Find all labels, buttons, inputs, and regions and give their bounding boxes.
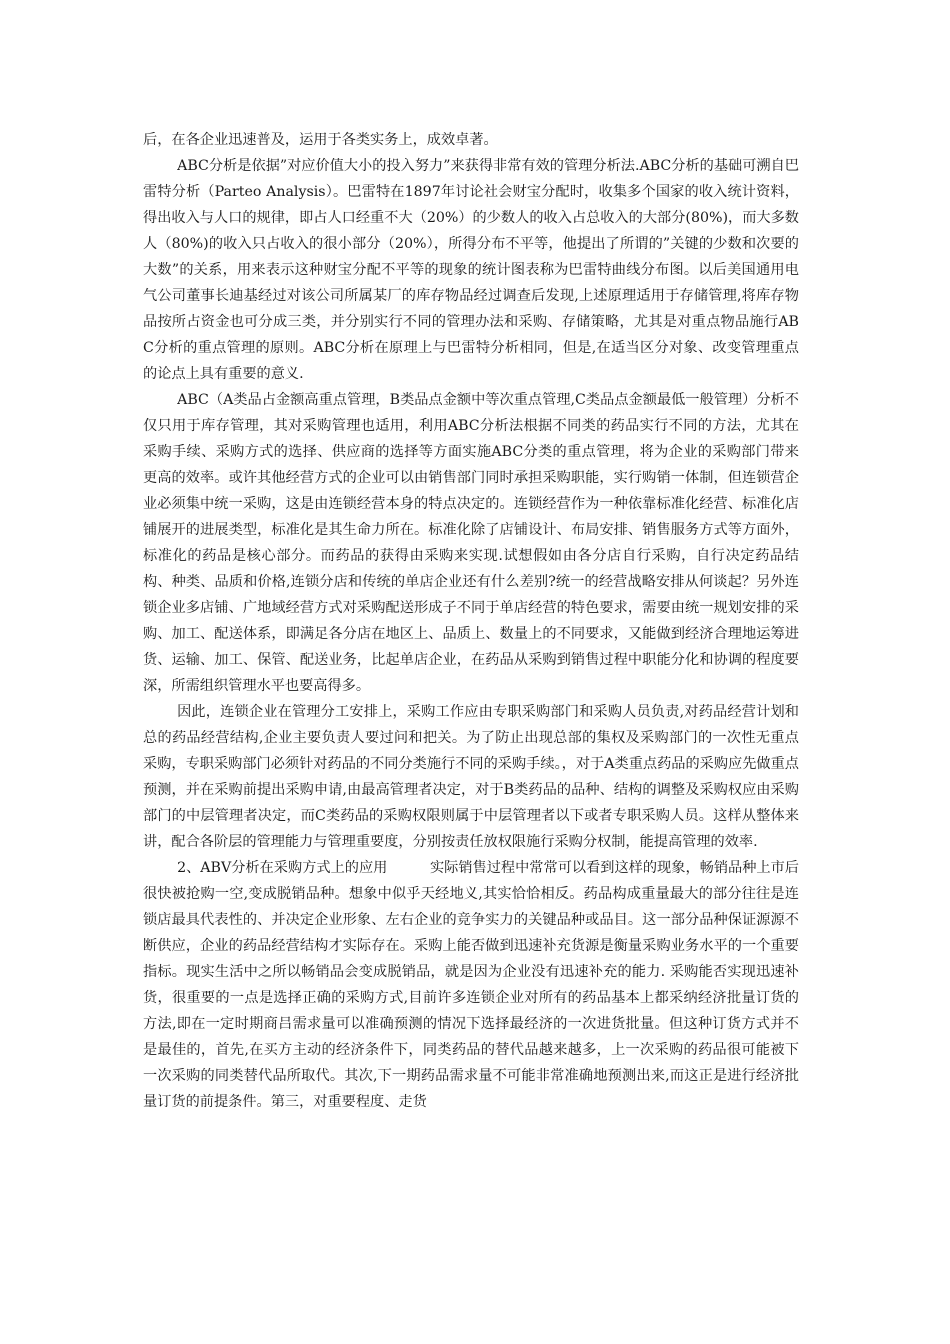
paragraph-1: 后，在各企业迅速普及，运用于各类实务上，成效卓著。 — [143, 132, 498, 148]
paragraph-3: ABC（A类品占金额高重点管理，B类品点金额中等次重点管理,C类品点金额最低一般管理）分析不仅只用于库存管理，其对采购管理也适用，利用ABC分析法根据不同类的药品实行不同的方法，尤其在采购手续、采购方式的选择、供应商的选择等方面实施ABC分类的重点管理，将为企业的采购部门带来更高的效率。或许其他经营方式的企业可以由销售部门同时承担采购职能，实行购销一体制，但连锁营企业必须集中统一采购，这是由连锁经营本身的特点决定的。连锁经营作为一种依靠标准化经营、标准化店铺展开的进展类型，标准化是其生命力所在。标准化除了店铺设计、布局安排、销售服务方式等方面外，标准化的药品是核心部分。而药品的获得由采购来实现.试想假如由各分店自行采购，自行决定药品结构、种类、品质和价格,连锁分店和传统的单店企业还有什么差别?统一的经营战略安排从何谈起？另外连锁企业多店铺、广地域经营方式对采购配送形成子不同于单店经营的特色要求，需要由统一规划安排的采购、加工、配送体系，即满足各分店在地区上、品质上、数量上的不同要求，又能做到经济合理地运筹进货、运输、加工、保管、配送业务，比起单店企业，在药品从采购到销售过程中职能分化和协调的程度要深，所需组织管理水平也要高得多。 — [143, 392, 799, 694]
document-body — [143, 127, 799, 1115]
paragraph-2: ABC分析是依据”对应价值大小的投入努力”来获得非常有效的管理分析法.ABC分析的基础可溯自巴雷特分析（Parteo Analysis）。巴雷特在1897年讨论社会财宝分配时，收集多个国家的收入统计资料，得出收入与人口的规律，即占人口经重不大（20%）的少数人的收入占总收入的大部分(80%)，而大多数人（80%)的收入只占收入的很小部分（20%），所得分布不平等，他提出了所谓的”关键的少数和次要的大数”的关系，用来表示这种财宝分配不平等的现象的统计图表称为巴雷特曲线分布图。以后美国通用电气公司董事长迪基经过对该公司所属某厂的库存物品经过调查后发现,上述原理适用于存储管理,将库存物品按所占资金也可分成三类，并分别实行不同的管理办法和采购、存储策略，尤其是对重点物品施行ABC分析的重点管理的原则。ABC分析在原理上与巴雷特分析相同，但是,在适当区分对象、改变管理重点的论点上具有重要的意义. — [143, 158, 799, 382]
paragraph-5: 2、ABV分析在采购方式上的应用 实际销售过程中常常可以看到这样的现象，畅销品种上市后很快被抢购一空,变成脱销品种。想象中似乎天经地义,其实恰恰相反。药品构成重量最大的部分往往是连锁店最具代表性的、并决定企业形象、左右企业的竞争实力的关键品种或品目。这一部分品种保证源源不断供应，企业的药品经营结构才实际存在。采购上能否做到迅速补充货源是衡量采购业务水平的一个重要指标。现实生活中之所以畅销品会变成脱销品，就是因为企业没有迅速补充的能力. 采购能否实现迅速补货，很重要的一点是选择正确的采购方式,目前许多连锁企业对所有的药品基本上都采纳经济批量订货的方法,即在一定时期商吕需求量可以准确预测的情况下选择最经济的一次进货批量。但这种订货方式并不是最佳的，首先,在买方主动的经济条件下，同类药品的替代品越来越多，上一次采购的药品很可能被下一次采购的同类替代品所取代。其次,下一期药品需求量不可能非常准确地预测出来,而这正是进行经济批量订货的前提条件。第三，对重要程度、走货 — [143, 860, 799, 1110]
paragraph-4: 因此，连锁企业在管理分工安排上，采购工作应由专职采购部门和采购人员负责,对药品经营计划和总的药品经营结构,企业主要负责人要过问和把关。为了防止出现总部的集权及采购部门的一次性无重点采购，专职采购部门必须针对药品的不同分类施行不同的采购手续。，对于A类重点药品的采购应先做重点预测，并在采购前提出采购申请,由最高管理者决定，对于B类药品的品种、结构的调整及采购权应由采购部门的中层管理者决定，而C类药品的采购权限则属于中层管理者以下或者专职采购人员。这样从整体来讲，配合各阶层的管理能力与管理重要度，分别按责任放权限施行采购分权制，能提高管理的效率. — [143, 704, 799, 850]
